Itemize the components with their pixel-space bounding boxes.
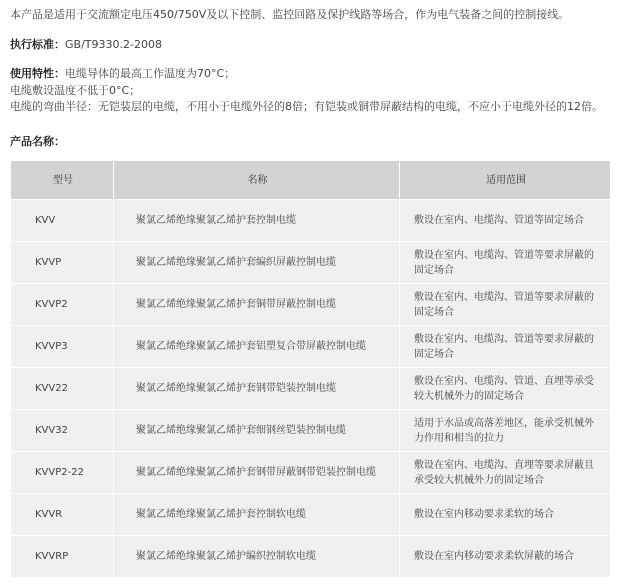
table-row bbox=[11, 452, 611, 494]
products-title: 产品名称： bbox=[10, 135, 65, 148]
cell-scope: 敷设在室内、电缆沟、管道等要求屏蔽的固定场合 bbox=[400, 326, 611, 368]
features-line-3: 电缆的弯曲半径：无铠装层的电缆，不用小于电缆外径的8倍；有铠装或铜带屏蔽结构的电缆，不应小于电缆外径的12倍。 bbox=[10, 100, 603, 113]
cell-scope: 敷设在室内、电缆沟、管道等要求屏蔽的固定场合 bbox=[400, 242, 611, 284]
header-name: 名称 bbox=[114, 161, 400, 200]
product-table bbox=[10, 160, 611, 578]
cell-name: 聚氯乙烯绝缘聚氯乙烯护套铝塑复合带屏蔽控制电缆 bbox=[114, 326, 400, 368]
cell-name: 聚氯乙烯绝缘聚氯乙烯护套钢带铠装控制电缆 bbox=[114, 368, 400, 410]
cell-name: 聚氯乙烯绝缘聚氯乙烯护套铜带屏蔽控制电缆 bbox=[114, 284, 400, 326]
cell-scope: 敷设在室内、电缆沟、管道等要求屏蔽的固定场合 bbox=[400, 284, 611, 326]
table-header-row bbox=[11, 161, 611, 200]
cell-scope: 敷设在室内移动要求柔软屏蔽的场合 bbox=[400, 536, 611, 578]
table-row bbox=[11, 242, 611, 284]
header-model: 型号 bbox=[11, 161, 114, 200]
table-row bbox=[11, 494, 611, 536]
cell-scope: 敷设在室内、电缆沟、管道、直埋等承受较大机械外力的固定场合 bbox=[400, 368, 611, 410]
table-row bbox=[11, 536, 611, 578]
standard-line bbox=[10, 38, 162, 52]
cell-name: 聚氯乙烯绝缘聚氯乙烯护套控制软电缆 bbox=[114, 494, 400, 536]
cell-model: KVV bbox=[11, 200, 114, 242]
table-row bbox=[11, 326, 611, 368]
cell-model: KVVR bbox=[11, 494, 114, 536]
cell-model: KVVRP bbox=[11, 536, 114, 578]
intro-text: 本产品是适用于交流额定电压450/750V及以下控制、监控回路及保护线路等场合，作为电气装备之间的控制接线。 bbox=[10, 8, 570, 21]
cell-model: KVV32 bbox=[11, 410, 114, 452]
features-label: 使用特性： bbox=[10, 67, 65, 80]
standard-value: GB/T9330.2-2008 bbox=[65, 38, 162, 51]
features-text-1: 电缆导体的最高工作温度为70°C； bbox=[65, 67, 236, 80]
cell-name: 聚氯乙烯绝缘聚氯乙烯护套控制电缆 bbox=[114, 200, 400, 242]
features-line-1 bbox=[10, 67, 235, 81]
cell-name: 聚氯乙烯绝缘聚氯乙烯护套钢带屏蔽钢带铠装控制电缆 bbox=[114, 452, 400, 494]
cell-name: 聚氯乙烯绝缘聚氯乙烯护套编织屏蔽控制电缆 bbox=[114, 242, 400, 284]
features-line-2: 电缆敷设温度不低于0°C； bbox=[10, 84, 141, 97]
cell-scope: 敷设在室内、电缆沟、管道等固定场合 bbox=[400, 200, 611, 242]
cell-model: KVVP2 bbox=[11, 284, 114, 326]
cell-name: 聚氯乙烯绝缘聚氯乙烯护编织控制软电缆 bbox=[114, 536, 400, 578]
cell-model: KVV22 bbox=[11, 368, 114, 410]
cell-model: KVVP3 bbox=[11, 326, 114, 368]
cell-model: KVVP bbox=[11, 242, 114, 284]
cell-scope: 敷设在室内移动要求柔软的场合 bbox=[400, 494, 611, 536]
header-scope: 适用范围 bbox=[400, 161, 611, 200]
table-row bbox=[11, 410, 611, 452]
table-row bbox=[11, 368, 611, 410]
cell-scope: 适用于水品或高落差地区，能承受机械外力作用和相当的拉力 bbox=[400, 410, 611, 452]
cell-model: KVVP2-22 bbox=[11, 452, 114, 494]
table-row bbox=[11, 284, 611, 326]
cell-scope: 敷设在室内、电缆沟、直埋等要求屏蔽且承受较大机械外力的固定场合 bbox=[400, 452, 611, 494]
cell-name: 聚氯乙烯绝缘聚氯乙烯护套细钢丝铠装控制电缆 bbox=[114, 410, 400, 452]
table-row bbox=[11, 200, 611, 242]
standard-label: 执行标准： bbox=[10, 38, 65, 51]
